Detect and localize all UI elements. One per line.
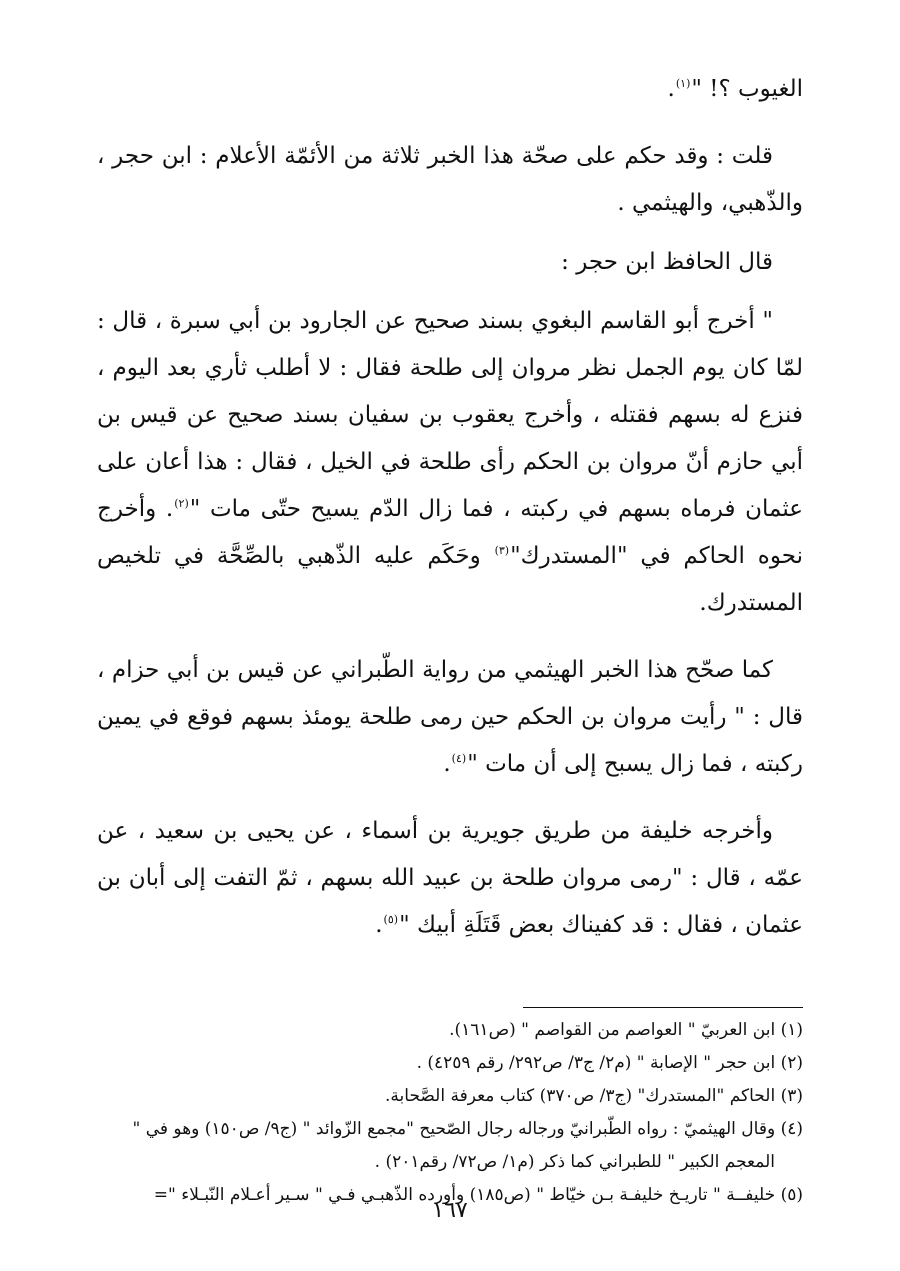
paragraph-4: " أخرج أبو القاسم البغوي بسند صحيح عن الجارود بن أبي سبرة ، قال : لمّا كان يوم الجمل نظر مروان إلى طلحة فقال : لا أطلب ثأري بعد اليوم ، فنزع له بسهم فقتله ، وأخرج يعقوب بن سفيان بسند صحيح عن قيس بن أبي حازم أنّ مروان بن الحكم رأى طلحة في الخيل ، فقال : هذا أعان على عثمان فرماه بسهم في ركبته ، فما زال الدّم يسيح حتّى مات "$^{(٢)}$. وأخرج نحوه الحاكم في "المستدرك"$^{(٣)}$ وحَكَم عليه الذّهبي بالصِّحَّة في تلخيص المستدرك. [97, 308, 803, 616]
footnote-ref-1: (١) [675, 77, 691, 91]
paragraph-5: كما صحّح هذا الخبر الهيثمي من رواية الطّبراني عن قيس بن أبي حزام ، قال : " رأيت مروان بن الحكم حين رمى طلحة يومئذ بسهم فوقع في يمين ركبته ، فما زال يسبح إلى أن مات "$^{(٤)}$. [97, 657, 803, 777]
paragraph-2: قلت : وقد حكم على صحّة هذا الخبر ثلاثة من الأئمّة الأعلام : ابن حجر ، والذّهبي، والهيثمي . [97, 143, 803, 216]
footnote-1: (١) ابن العربيّ " العواصم من القواصم " (ص١٦١). [449, 1020, 803, 1040]
footnote-ref-2: (٢) [174, 497, 189, 511]
footnote-5: (٥) خليفــة " تاريـخ خليفـة بـن خيّاط " (ص١٨٥) وأورده الذّهبـي فـي " سـير أعـلام النّبـلاء "= [153, 1185, 803, 1205]
footnote-ref-3: (٣) [494, 544, 510, 558]
footnote-divider [523, 1007, 803, 1008]
main-text [97, 66, 803, 949]
footnotes [97, 1014, 803, 1212]
footnote-ref-4: (٤) [451, 752, 467, 766]
paragraph-1: الغيوب ؟! "$^{(١)}$. [667, 76, 803, 102]
paragraph-6: وأخرجه خليفة من طريق جويرية بن أسماء ، عن يحيى بن سعيد ، عن عمّه ، قال : "رمى مروان طلحة بن عبيد الله بسهم ، ثمّ التفت إلى أبان بن عثمان ، فقال : قد كفيناك بعض قَتَلَةِ أبيك "$^{(٥)}$. [97, 818, 803, 938]
page-number: ١٦٧ [432, 1198, 468, 1223]
footnote-4: (٤) وقال الهيثميّ : رواه الطّبرانيّ ورجاله رجال الصّحيح "مجمع الزّوائد " (ج٩/ ص١٥٠) وهو في " المعجم الكبير " للطبراني كما ذكر (م١/ ص٧٢/ رقم٢٠١) . [132, 1119, 803, 1172]
footnote-ref-5: (٥) [383, 913, 399, 927]
footnote-3: (٣) الحاكم "المستدرك" (ج٣/ ص٣٧٠) كتاب معرفة الصَّحابة. [385, 1086, 803, 1106]
footnote-2: (٢) ابن حجر " الإصابة " (م٢/ ج٣/ ص٢٩٢/ رقم ٤٢٥٩) . [416, 1053, 803, 1073]
paragraph-3: قال الحافظ ابن حجر : [561, 249, 773, 275]
